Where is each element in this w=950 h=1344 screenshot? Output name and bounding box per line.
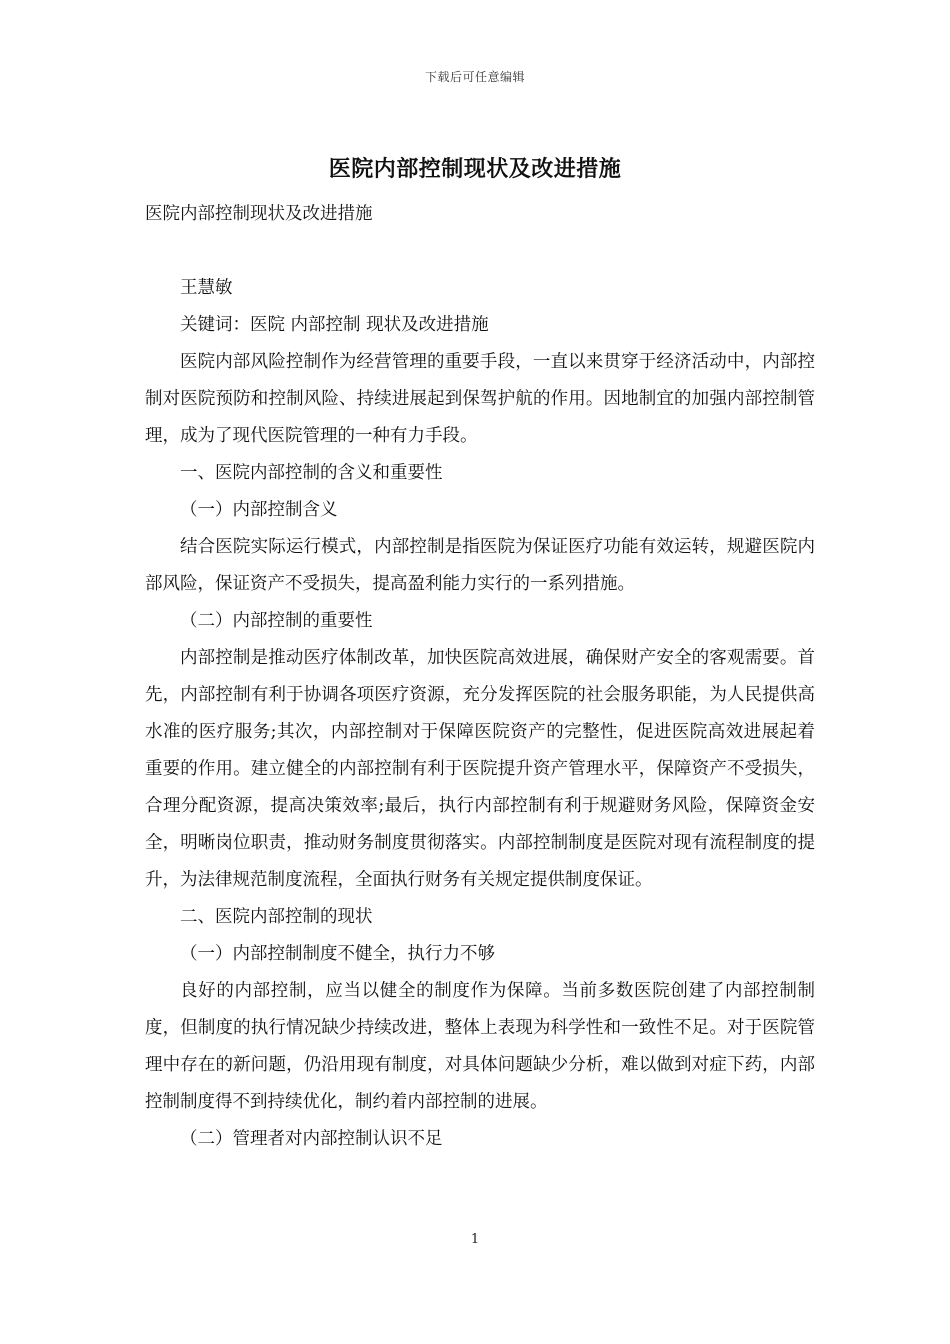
subsection-heading: （二）管理者对内部控制认识不足 (180, 1129, 443, 1149)
subsection-heading: （一）内部控制制度不健全，执行力不够 (180, 944, 495, 964)
section-heading: 二、医院内部控制的现状 (180, 907, 373, 927)
subtitle-text: 医院内部控制现状及改进措施 (145, 204, 373, 224)
body-paragraph: 结合医院实际运行模式，内部控制是指医院为保证医疗功能有效运转，规避医院内部风险，保证资产不受损失，提高盈利能力实行的一系列措施。 (145, 537, 815, 594)
author-block (145, 270, 815, 307)
subsection-heading: （一）内部控制含义 (180, 500, 338, 520)
subsection-heading: （二）内部控制的重要性 (180, 611, 373, 631)
keywords-line: 关键词：医院 内部控制 现状及改进措施 (180, 315, 489, 335)
document-title: 医院内部控制现状及改进措施 (328, 156, 622, 182)
author-name: 王慧敏 (180, 278, 233, 298)
header-note: 下载后可任意编辑 (424, 70, 525, 84)
document-body (145, 307, 815, 1158)
page-number: 1 (470, 1232, 480, 1247)
body-paragraph: 内部控制是推动医疗体制改革，加快医院高效进展，确保财产安全的客观需要。首先，内部控制有利于协调各项医疗资源，充分发挥医院的社会服务职能，为人民提供高水准的医疗服务;其次，内部控制对于保障医院资产的完整性，促进医院高效进展起着重要的作用。建立健全的内部控制有利于医院提升资产管理水平，保障资产不受损失，合理分配资源，提高决策效率;最后，执行内部控制有利于规避财务风险，保障资金安全，明晰岗位职责，推动财务制度贯彻落实。内部控制制度是医院对现有流程制度的提升，为法律规范制度流程，全面执行财务有关规定提供制度保证。 (145, 648, 815, 890)
body-paragraph: 良好的内部控制，应当以健全的制度作为保障。当前多数医院创建了内部控制制度，但制度的执行情况缺少持续改进，整体上表现为科学性和一致性不足。对于医院管理中存在的新问题，仍沿用现有制度，对具体问题缺少分析，难以做到对症下药，内部控制制度得不到持续优化，制约着内部控制的进展。 (145, 981, 815, 1112)
section-heading: 一、医院内部控制的含义和重要性 (180, 463, 443, 483)
body-paragraph: 医院内部风险控制作为经营管理的重要手段，一直以来贯穿于经济活动中，内部控制对医院预防和控制风险、持续进展起到保驾护航的作用。因地制宜的加强内部控制管理，成为了现代医院管理的一种有力手段。 (145, 352, 815, 446)
subtitle (145, 196, 815, 233)
